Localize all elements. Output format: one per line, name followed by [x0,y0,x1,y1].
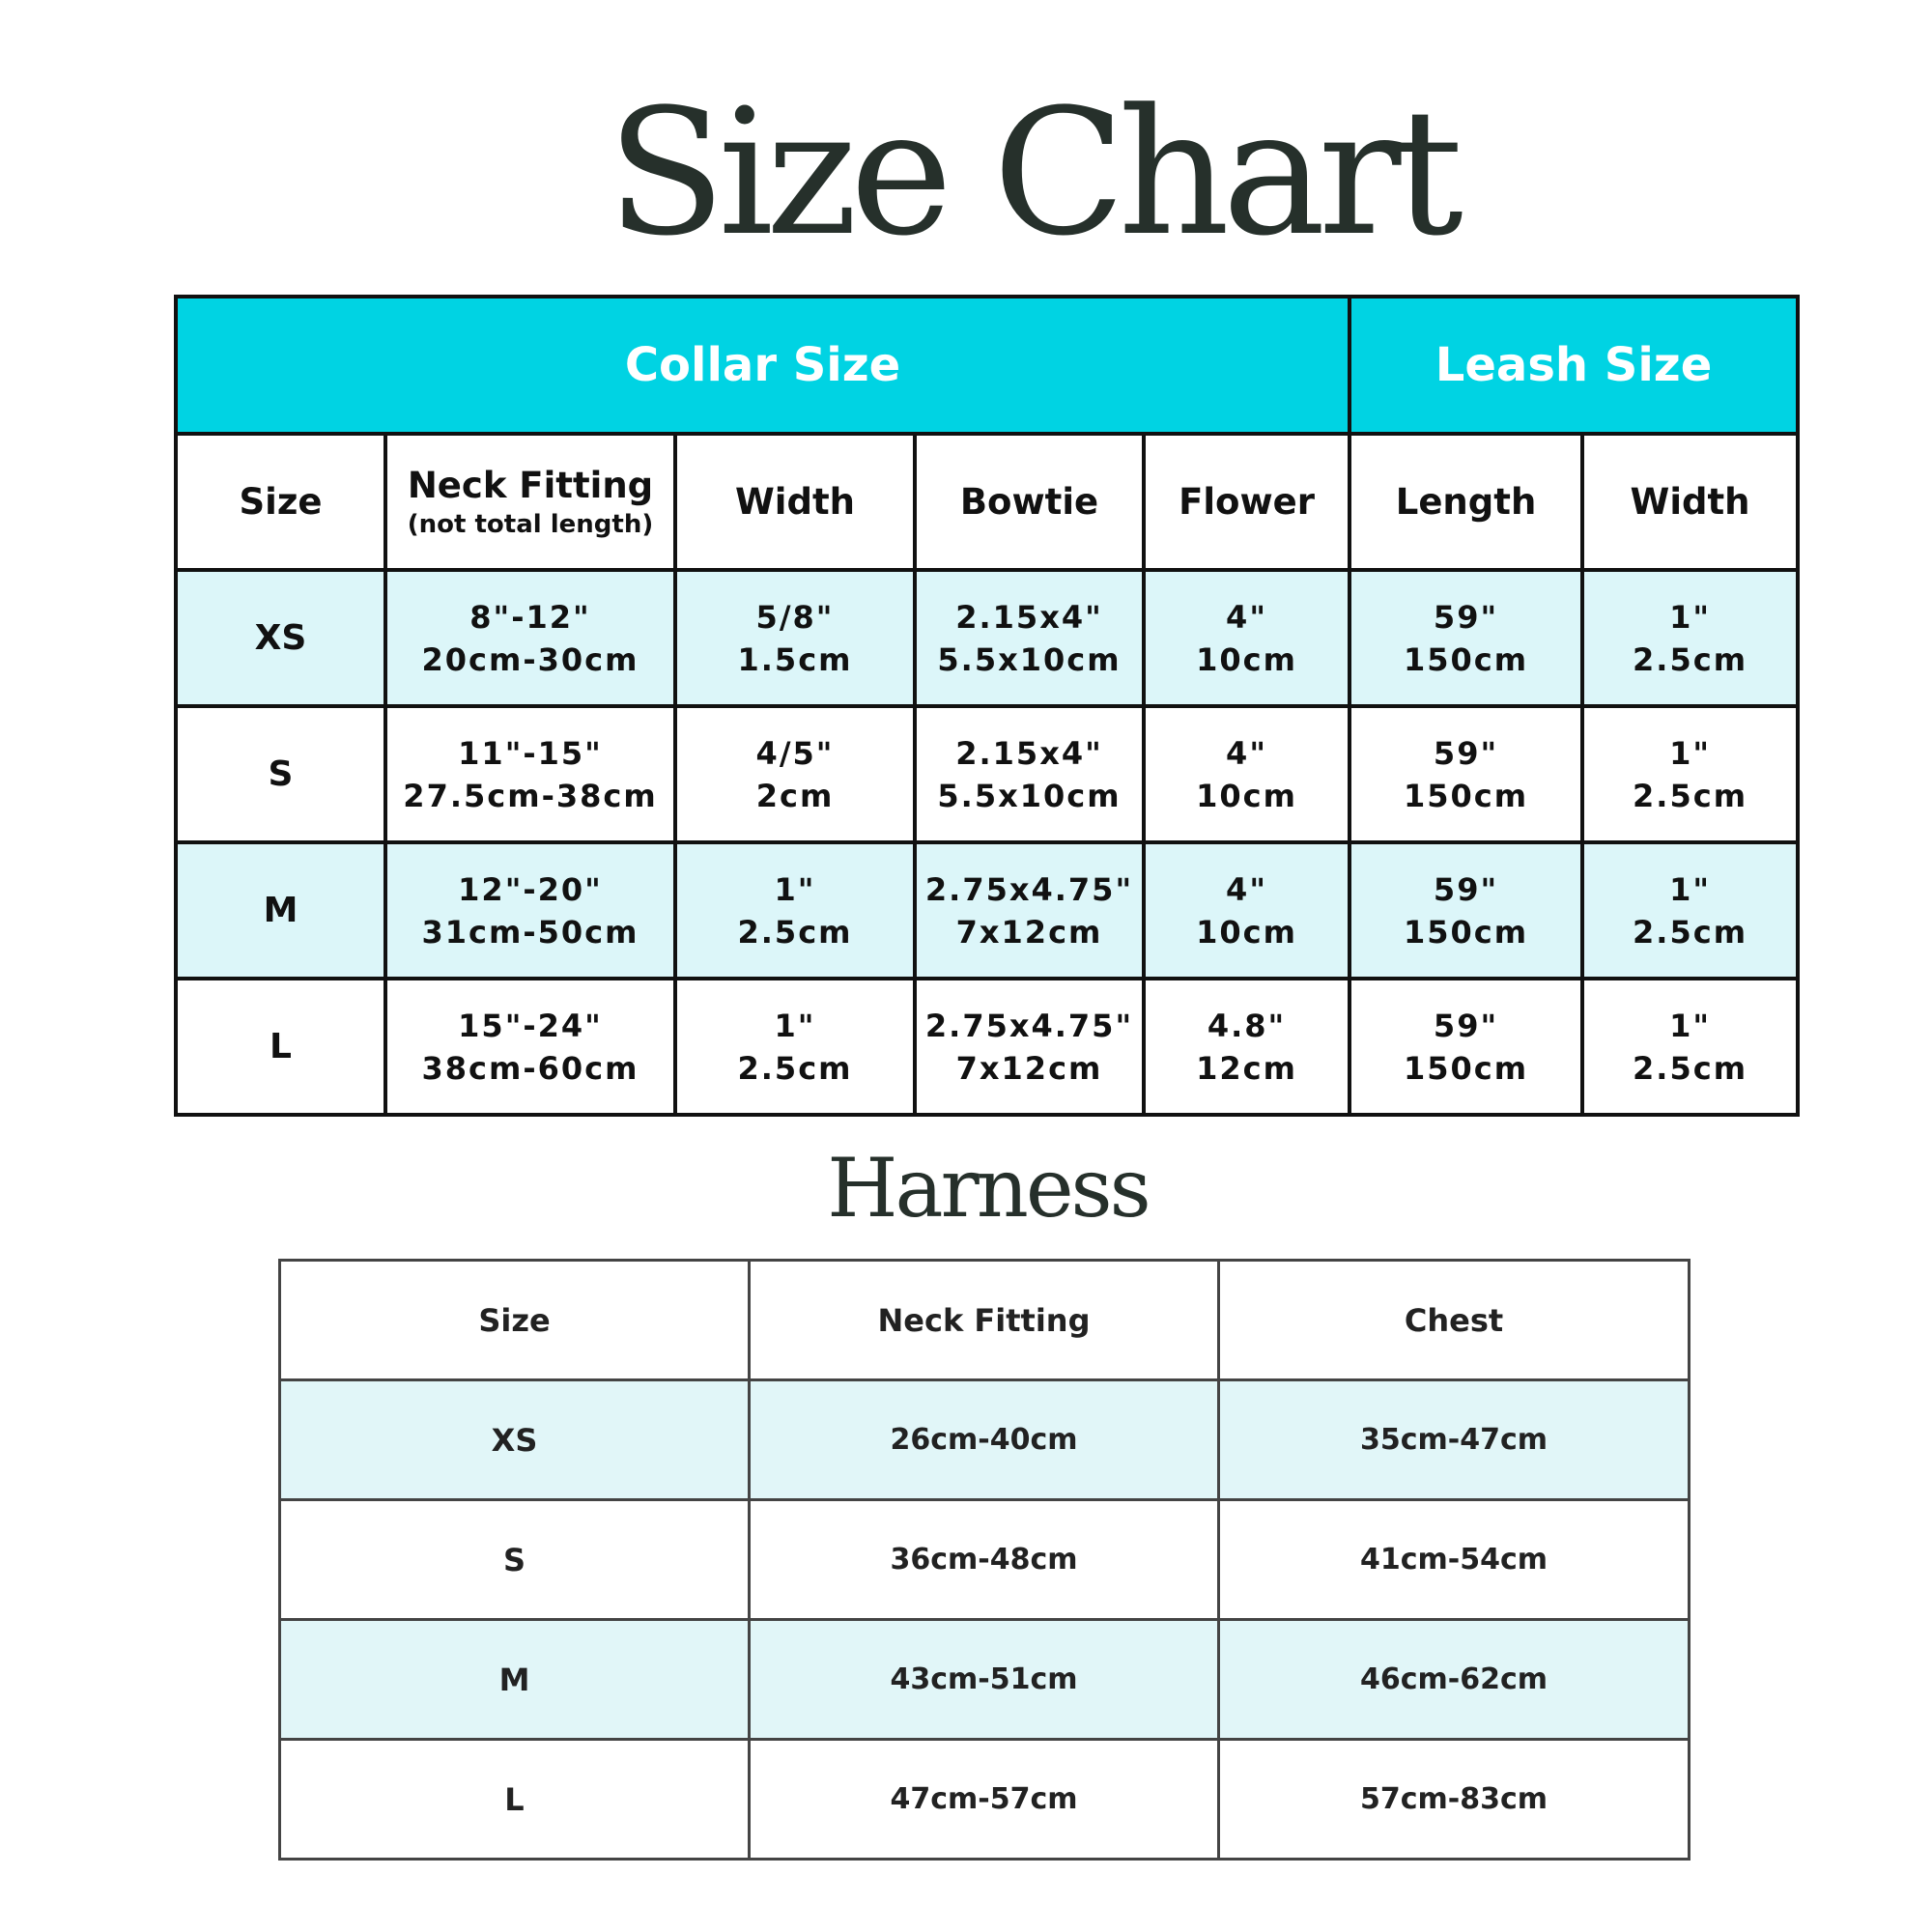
column-header-size [176,434,385,570]
table-cell [1350,979,1582,1115]
value-imperial: 59" [1433,734,1499,772]
value-imperial: 2.75x4.75" [924,1007,1134,1044]
column-header-label: Size [239,481,323,523]
table-cell [1582,979,1798,1115]
value-imperial: 4" [1226,598,1267,636]
table-cell [1144,706,1350,842]
table-row [176,842,1798,979]
column-header-label: Length [1395,481,1537,523]
collar-size-table [174,295,1800,1117]
value-imperial: 1" [1669,734,1711,772]
page-title: Size Chart [607,72,1456,274]
table-cell [1350,842,1582,979]
table-cell [915,979,1144,1115]
value-metric: 150cm [1403,913,1529,951]
value-imperial: 11"-15" [458,734,603,772]
value-metric: 5.5x10cm [937,640,1122,678]
column-header-leash-width [1582,434,1798,570]
table-row [280,1620,1690,1740]
table-cell [1144,570,1350,706]
value-metric: 38cm-60cm [421,1049,639,1087]
value-metric: 150cm [1403,1049,1529,1087]
value-imperial: 2.15x4" [955,598,1103,636]
table-cell [675,979,915,1115]
value-imperial: 59" [1433,1007,1499,1044]
harness-size-table [278,1259,1690,1861]
size-cell: S [176,706,385,842]
value-metric: 1.5cm [737,640,853,678]
table-cell [675,570,915,706]
table-row [280,1500,1690,1620]
column-header-label: Width [1630,481,1750,523]
size-cell: S [280,1500,750,1620]
table-cell: 26cm-40cm [750,1380,1219,1500]
column-header-label: Width [734,481,855,523]
size-cell: XS [176,570,385,706]
column-header-bowtie [915,434,1144,570]
table-cell [915,706,1144,842]
value-imperial: 4" [1226,870,1267,908]
table-cell [385,706,675,842]
table-row [280,1380,1690,1500]
value-imperial: 2.75x4.75" [924,870,1134,908]
value-metric: 10cm [1196,640,1297,678]
table-cell: 41cm-54cm [1219,1500,1690,1620]
value-imperial: 2.15x4" [955,734,1103,772]
value-metric: 7x12cm [955,1049,1103,1087]
size-cell: XS [280,1380,750,1500]
table-cell: 47cm-57cm [750,1740,1219,1860]
column-header-label: Bowtie [959,481,1099,523]
leash-size-group-header: Leash Size [1350,297,1798,434]
column-header-note: (not total length) [407,510,654,539]
value-imperial: 1" [774,1007,816,1044]
table-cell [385,842,675,979]
table-cell [915,570,1144,706]
value-imperial: 59" [1433,870,1499,908]
value-metric: 2.5cm [1633,777,1748,814]
harness-header-chest: Chest [1219,1261,1690,1380]
collar-size-group-header: Collar Size [176,297,1350,434]
table-cell [675,706,915,842]
value-imperial: 59" [1433,598,1499,636]
value-metric: 7x12cm [955,913,1103,951]
value-imperial: 1" [1669,1007,1711,1044]
value-metric: 2.5cm [1633,1049,1748,1087]
value-imperial: 4.8" [1207,1007,1287,1044]
value-imperial: 1" [774,870,816,908]
table-cell: 43cm-51cm [750,1620,1219,1740]
table-cell [1144,979,1350,1115]
value-imperial: 4/5" [755,734,835,772]
column-header-length [1350,434,1582,570]
value-metric: 150cm [1403,640,1529,678]
table-cell [675,842,915,979]
table-cell [1144,842,1350,979]
table-cell [1582,842,1798,979]
value-metric: 27.5cm-38cm [403,777,658,814]
value-imperial: 15"-24" [458,1007,603,1044]
value-metric: 150cm [1403,777,1529,814]
harness-title: Harness [827,1141,1149,1236]
table-cell: 36cm-48cm [750,1500,1219,1620]
table-row [280,1740,1690,1860]
value-metric: 2.5cm [1633,913,1748,951]
table-cell [385,979,675,1115]
column-header-label: Neck Fitting [407,465,654,506]
size-cell: L [176,979,385,1115]
value-metric: 31cm-50cm [421,913,639,951]
value-metric: 10cm [1196,777,1297,814]
value-metric: 12cm [1196,1049,1297,1087]
column-header-width [675,434,915,570]
table-cell [385,570,675,706]
table-cell: 46cm-62cm [1219,1620,1690,1740]
value-imperial: 12"-20" [458,870,603,908]
value-metric: 2.5cm [737,1049,853,1087]
value-metric: 2.5cm [1633,640,1748,678]
table-cell [915,842,1144,979]
value-metric: 2.5cm [737,913,853,951]
size-cell: M [176,842,385,979]
column-header-neck-fitting [385,434,675,570]
value-imperial: 8"-12" [469,598,591,636]
value-metric: 10cm [1196,913,1297,951]
harness-header-neck-fitting: Neck Fitting [750,1261,1219,1380]
column-header-flower [1144,434,1350,570]
size-cell: L [280,1740,750,1860]
value-imperial: 1" [1669,598,1711,636]
value-imperial: 1" [1669,870,1711,908]
value-imperial: 4" [1226,734,1267,772]
table-cell [1582,570,1798,706]
table-cell [1582,706,1798,842]
table-row [176,979,1798,1115]
value-metric: 5.5x10cm [937,777,1122,814]
table-cell: 35cm-47cm [1219,1380,1690,1500]
table-row [176,706,1798,842]
column-header-label: Flower [1179,481,1315,523]
harness-header-size: Size [280,1261,750,1380]
value-metric: 20cm-30cm [421,640,639,678]
table-cell [1350,706,1582,842]
size-cell: M [280,1620,750,1740]
table-row [176,570,1798,706]
value-metric: 2cm [755,777,835,814]
table-cell [1350,570,1582,706]
table-cell: 57cm-83cm [1219,1740,1690,1860]
value-imperial: 5/8" [755,598,835,636]
